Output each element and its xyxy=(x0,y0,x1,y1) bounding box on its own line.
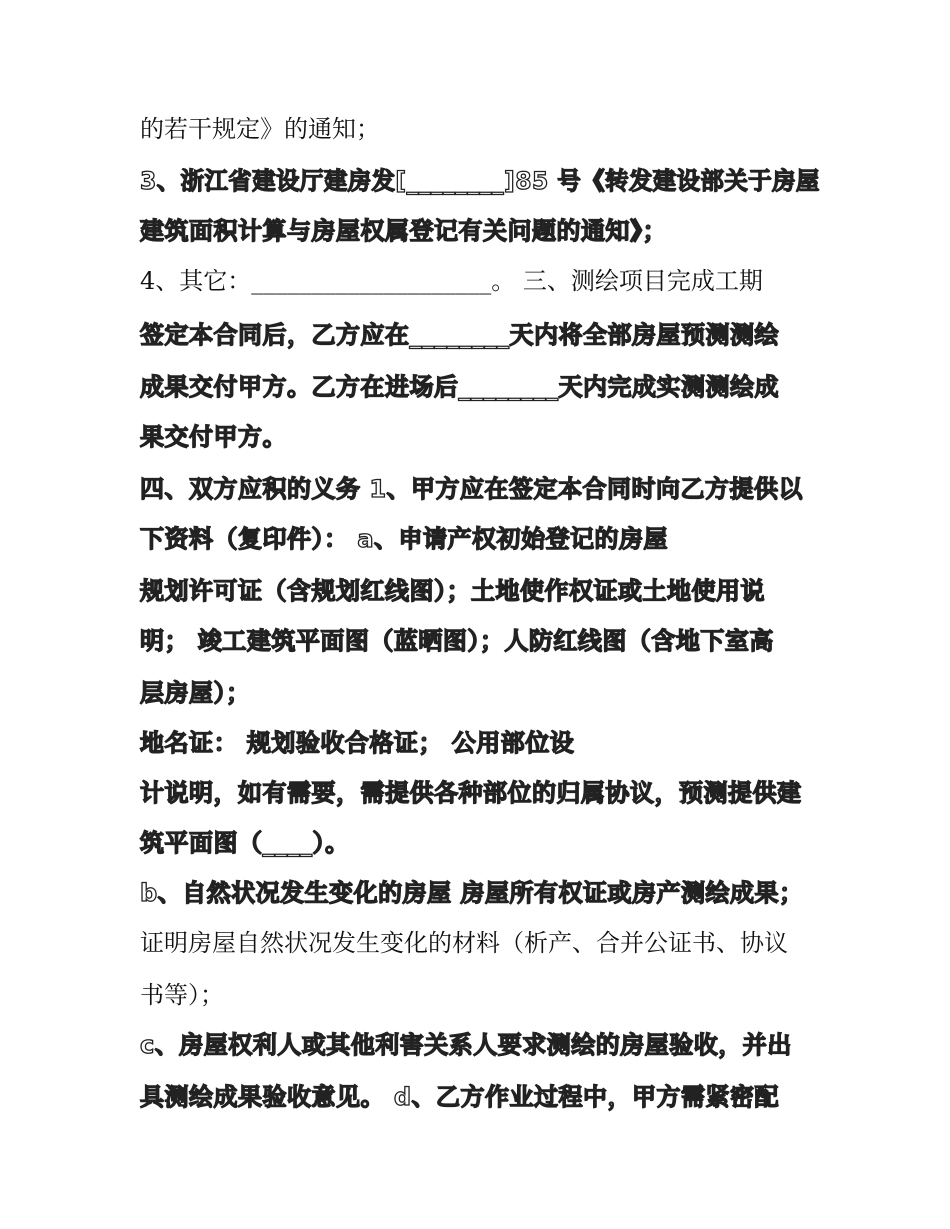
text-line-7: 果交付甲方。 xyxy=(140,423,287,451)
text-line-11: 明； 竣工建筑平面图（蓝晒图）；人防红线图（含地下室高 xyxy=(140,627,774,655)
text-line-20: 具测绘成果验收意见。 d、乙方作业过程中，甲方需紧密配 xyxy=(140,1083,780,1111)
text-line-13: 地名证： 规划验收合格证； 公用部位设 xyxy=(140,729,575,757)
text-line-17: 证明房屋自然状况发生变化的材料（析产、合并公证书、协议 xyxy=(140,929,788,957)
text-line-4: 4、其它：____________________。 三、测绘项目完成工期 xyxy=(140,267,763,295)
text-line-14: 计说明，如有需要，需提供各种部位的归属协议，预测提供建 xyxy=(140,779,802,807)
text-line-5: 签定本合同后，乙方应在________天内将全部房屋预测测绘 xyxy=(140,321,779,349)
text-line-18: 书等）； xyxy=(140,981,224,1009)
text-line-3: 建筑面积计算与房屋权属登记有关问题的通知》； xyxy=(140,217,667,245)
text-line-2: 3、浙江省建设厅建房发[________]85 号《转发建设部关于房屋 xyxy=(140,167,820,195)
text-line-19: c、房屋权利人或其他利害关系人要求测绘的房屋验收，并出 xyxy=(140,1031,792,1059)
text-line-16: b、自然状况发生变化的房屋 房屋所有权证或房产测绘成果； xyxy=(140,879,804,907)
text-line-8: 四、双方应积的义务 1、甲方应在签定本合同时向乙方提供以 xyxy=(140,475,804,503)
text-line-10: 规划许可证（含规划红线图）；土地使作权证或土地使用说 xyxy=(140,577,765,605)
text-line-9: 下资料（复印件）： a、申请产权初始登记的房屋 xyxy=(140,525,669,553)
text-line-12: 层房屋）； xyxy=(140,679,251,707)
text-line-6: 成果交付甲方。乙方在进场后________天内完成实测测绘成 xyxy=(140,373,779,401)
text-line-15: 筑平面图（____）。 xyxy=(140,829,350,857)
text-line-1: 的若干规定》的通知； xyxy=(140,115,380,143)
